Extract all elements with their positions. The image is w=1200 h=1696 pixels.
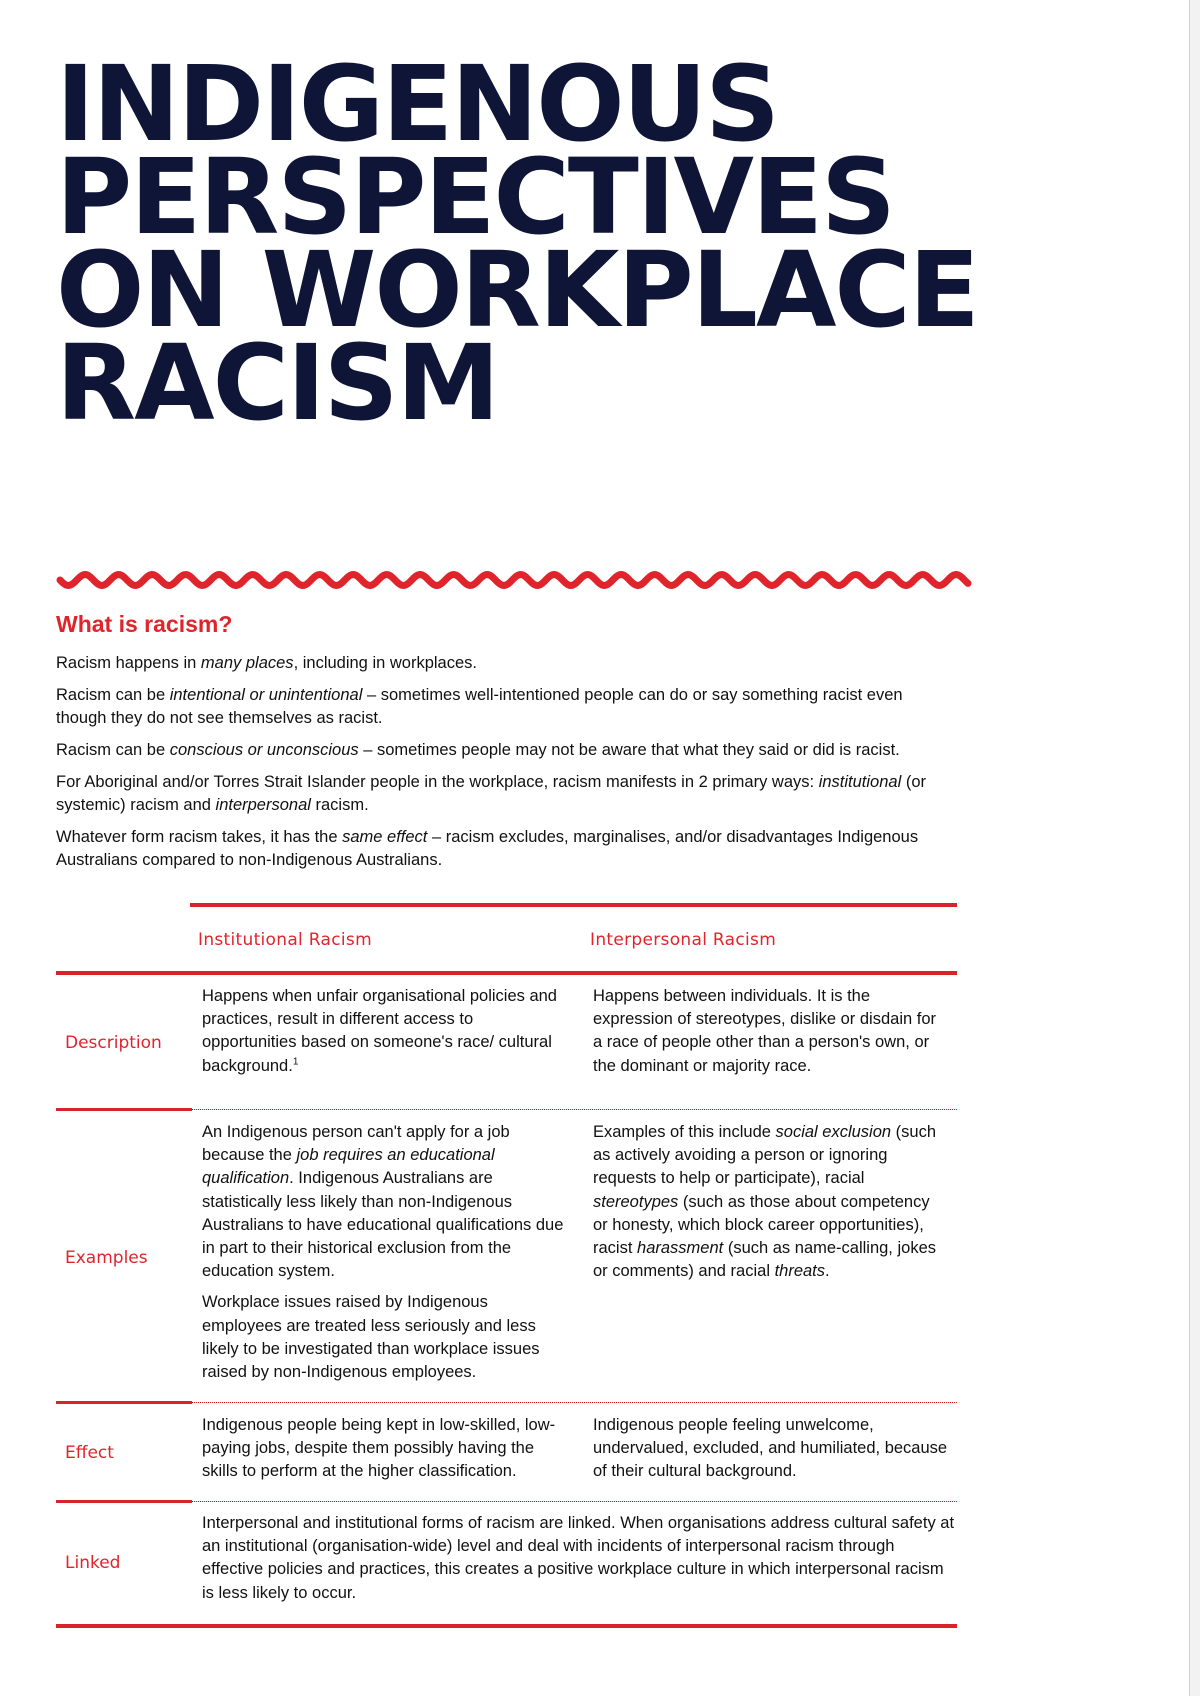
cell-linked-merged [202, 1512, 957, 1613]
intro-text [56, 652, 956, 881]
title-line-2: PERSPECTIVES [56, 136, 894, 258]
text-run: Interpersonal and institutional forms of racism are linked. When organisations address cultural safety at an institutional (organisation-wide) level and deal with incidents of interpersonal racism through effective policies and practices, this creates a positive workplace culture in which interpersonal racism is less likely to occur. [202, 1514, 955, 1602]
text-run: (or systemic) racism and [56, 773, 927, 814]
column-header-institutional: Institutional Racism [198, 930, 372, 950]
emphasis-text: job requires an educational qualification [202, 1146, 495, 1188]
row-label-rule [56, 1108, 192, 1111]
section-heading: What is racism? [56, 611, 233, 637]
cell-effect-interpersonal [593, 1414, 948, 1492]
row-label-linked: Linked [65, 1553, 121, 1573]
emphasis-text: same effect [342, 828, 428, 846]
emphasis-text: threats [774, 1262, 826, 1281]
text-run: Whatever form racism takes, it has the [56, 828, 343, 846]
text-run: Racism happens in [56, 654, 201, 672]
cell-paragraph [593, 985, 948, 1078]
table-bottom-rule [56, 1624, 957, 1628]
cell-paragraph [593, 1121, 948, 1283]
emphasis-text: many places [200, 654, 294, 672]
cell-examples-interpersonal [593, 1121, 948, 1291]
row-divider [192, 1109, 957, 1110]
cell-effect-institutional [202, 1414, 572, 1492]
intro-paragraph [56, 826, 956, 872]
intro-paragraph [56, 652, 956, 675]
text-run: Racism can be [56, 741, 170, 759]
header-bottom-rule [56, 971, 957, 975]
text-run: – racism excludes, marginalises, and/or disadvantages Indigenous Australians compared to non-Indigenous Australians. [56, 828, 919, 869]
table-top-rule [190, 903, 957, 907]
intro-paragraph [56, 739, 956, 762]
emphasis-text: institutional [818, 773, 902, 791]
cell-paragraph [202, 1121, 572, 1283]
emphasis-text: conscious or unconscious [169, 741, 359, 759]
emphasis-text: interpersonal [215, 796, 311, 814]
row-divider [192, 1402, 957, 1403]
text-run: Happens between individuals. It is the expression of stereotypes, dislike or disdain for a race of people other than a person's own, or the dominant or majority race. [593, 987, 937, 1075]
text-run: Racism can be [56, 686, 170, 704]
cell-examples-institutional [202, 1121, 572, 1392]
cell-paragraph [202, 985, 572, 1078]
cell-paragraph [202, 1512, 957, 1605]
page-title [56, 43, 978, 444]
text-run: . [825, 1262, 830, 1281]
row-label-rule [56, 1401, 192, 1404]
row-label-examples: Examples [65, 1248, 148, 1268]
text-run: Indigenous people feeling unwelcome, undervalued, excluded, and humiliated, because of their cultural background. [593, 1416, 948, 1481]
intro-paragraph [56, 684, 956, 730]
wavy-divider [56, 566, 976, 594]
intro-paragraph [56, 771, 956, 817]
text-run: – sometimes people may not be aware that what they said or did is racist. [358, 741, 900, 759]
cell-paragraph [202, 1291, 572, 1384]
row-divider [192, 1501, 957, 1502]
cell-description-institutional [202, 985, 572, 1086]
column-header-interpersonal: Interpersonal Racism [590, 930, 777, 950]
text-run: (such as actively avoiding a person or ignoring requests to help or participate), racial [593, 1123, 937, 1188]
cell-paragraph [593, 1414, 948, 1484]
text-run: Workplace issues raised by Indigenous employees are treated less seriously and less likely to be investigated than workplace issues raised by non-Indigenous employees. [202, 1293, 540, 1382]
text-run: – sometimes well-intentioned people can do or say something racist even though they do not see themselves as racist. [56, 686, 903, 727]
text-run: (such as name-calling, jokes or comments) and racial [593, 1239, 936, 1281]
emphasis-text: harassment [637, 1239, 724, 1258]
text-run: Happens when unfair organisational policies and practices, result in different access to opportunities based on someone's race/ cultural background. [202, 987, 557, 1075]
text-run: . Indigenous Australians are statistically less likely than non-Indigenous Australians to have educational qualifications due in part to their historical exclusion from the education system. [202, 1169, 564, 1281]
title-line-4: RACISM [56, 322, 498, 444]
text-run: An Indigenous person can't apply for a job because the [202, 1123, 510, 1165]
emphasis-text: social exclusion [775, 1123, 892, 1141]
title-line-1: INDIGENOUS [56, 43, 778, 165]
cell-description-interpersonal [593, 985, 948, 1086]
row-label-effect: Effect [65, 1443, 114, 1463]
row-label-description: Description [65, 1033, 162, 1053]
text-run: Examples of this include [593, 1123, 776, 1141]
footnote-marker: 1 [292, 1056, 299, 1068]
text-run: Indigenous people being kept in low-skilled, low-paying jobs, despite them possibly having the skills to perform at the higher classification. [202, 1416, 556, 1481]
title-line-3: ON WORKPLACE [56, 229, 978, 351]
emphasis-text: intentional or unintentional [169, 686, 363, 704]
row-label-rule [56, 1500, 192, 1503]
emphasis-text: stereotypes [593, 1192, 679, 1211]
text-run: For Aboriginal and/or Torres Strait Islander people in the workplace, racism manifests in 2 primary ways: [56, 773, 819, 791]
page-edge [1189, 0, 1200, 1696]
text-run: (such as those about competency or honesty, which block career opportunities), racist [593, 1192, 930, 1258]
text-run: racism. [310, 796, 369, 814]
text-run: , including in workplaces. [293, 654, 477, 672]
cell-paragraph [202, 1414, 572, 1484]
